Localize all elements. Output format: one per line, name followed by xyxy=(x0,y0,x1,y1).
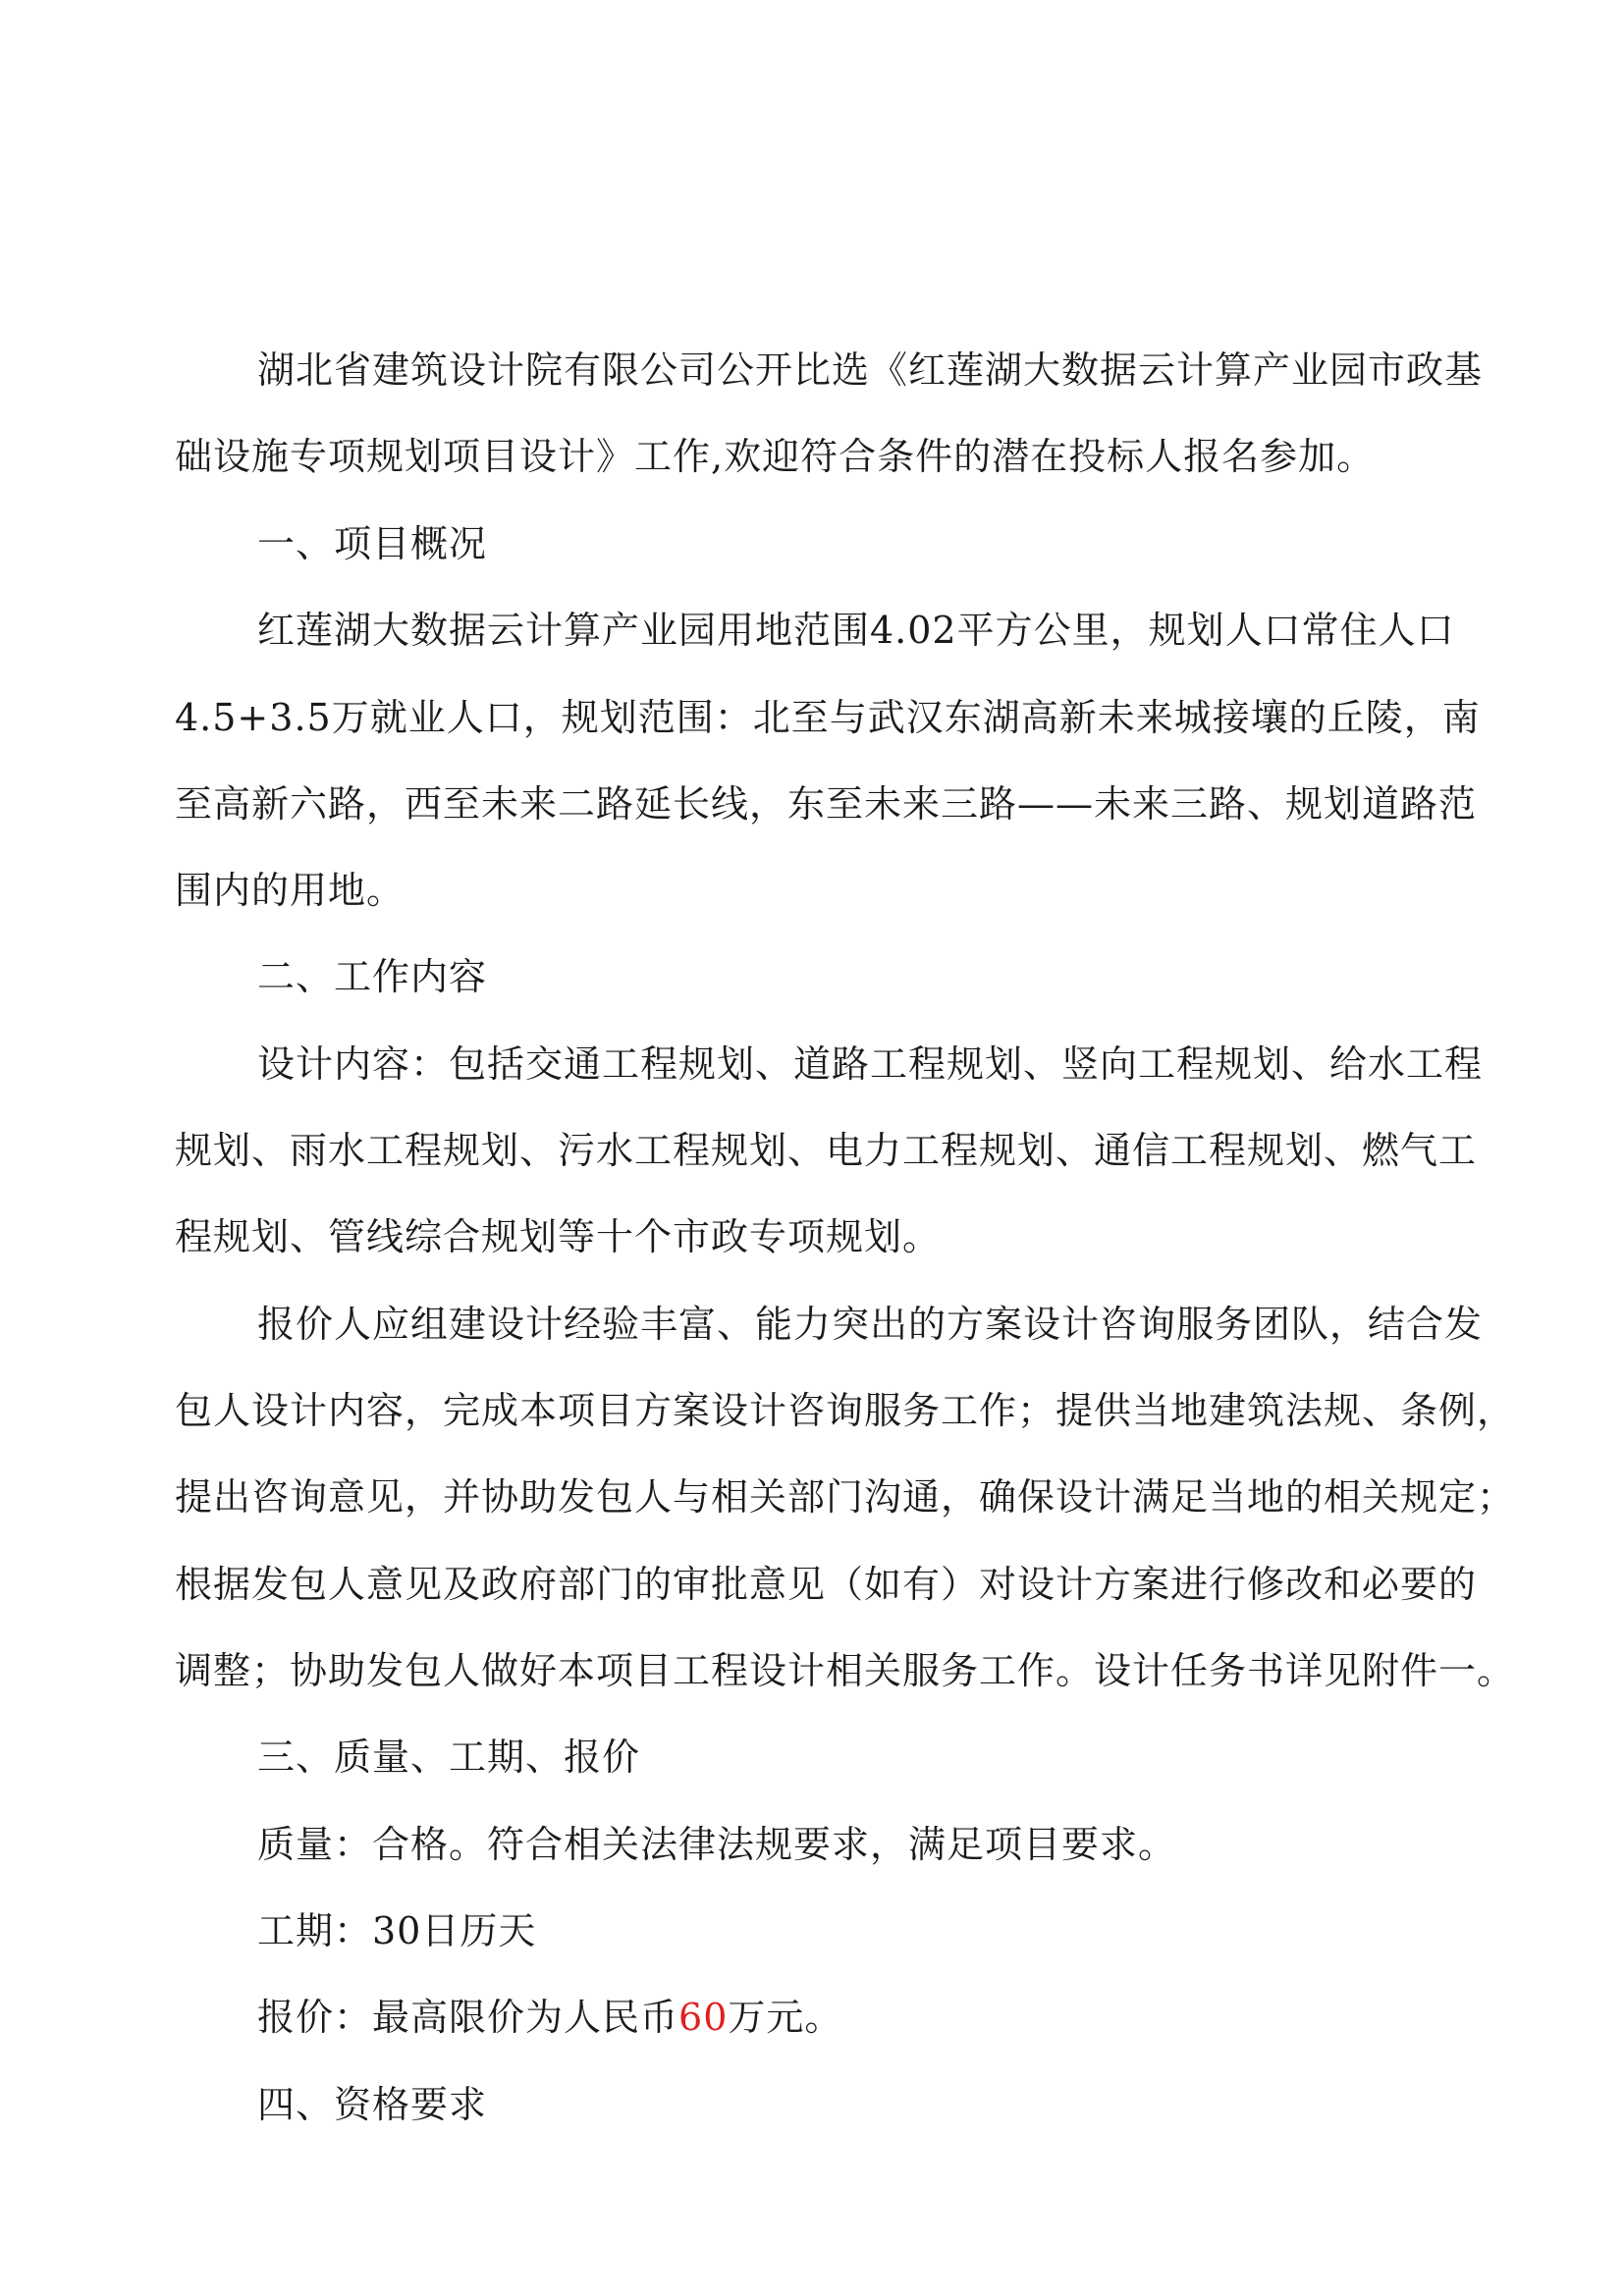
section-2-para-1-line-3: 程规划、管线综合规划等十个市政专项规划。 xyxy=(175,1215,942,1258)
section-2-para-2-line-1: 报价人应组建设计经验丰富、能力突出的方案设计咨询服务团队，结合发 xyxy=(257,1303,1484,1346)
section-1-line-1: 红莲湖大数据云计算产业园用地范围4.02平方公里，规划人口常住人口 xyxy=(257,609,1455,652)
section-1-line-2: 4.5+3.5万就业人口，规划范围：北至与武汉东湖高新未来城接壤的丘陵，南 xyxy=(175,696,1481,739)
price-prefix: 报价：最高限价为人民币 xyxy=(257,1996,679,2039)
section-1-line-3: 至高新六路，西至未来二路延长线，东至未来三路——未来三路、规划道路范 xyxy=(175,782,1478,826)
quality-line: 质量：合格。符合相关法律法规要求，满足项目要求。 xyxy=(257,1823,1177,1866)
section-1-heading: 一、项目概况 xyxy=(257,522,488,565)
section-2-para-2-line-2: 包人设计内容，完成本项目方案设计咨询服务工作；提供当地建筑法规、条例， xyxy=(175,1389,1516,1432)
period-line: 工期：30日历天 xyxy=(257,1909,537,1952)
section-2-para-2-line-5: 调整；协助发包人做好本项目工程设计相关服务工作。设计任务书详见附件一。 xyxy=(175,1649,1516,1692)
section-2-para-1-line-2: 规划、雨水工程规划、污水工程规划、电力工程规划、通信工程规划、燃气工 xyxy=(175,1129,1478,1172)
price-suffix: 万元。 xyxy=(728,1996,843,2039)
section-4-heading: 四、资格要求 xyxy=(257,2083,488,2126)
price-line xyxy=(257,1993,842,2042)
price-value: 60 xyxy=(678,1996,729,2039)
intro-line-2: 础设施专项规划项目设计》工作,欢迎符合条件的潜在投标人报名参加。 xyxy=(175,435,1376,478)
section-2-para-2-line-4: 根据发包人意见及政府部门的审批意见（如有）对设计方案进行修改和必要的 xyxy=(175,1563,1478,1606)
section-2-para-1-line-1: 设计内容：包括交通工程规划、道路工程规划、竖向工程规划、给水工程 xyxy=(257,1042,1484,1086)
section-2-para-2-line-3: 提出咨询意见，并协助发包人与相关部门沟通，确保设计满足当地的相关规定； xyxy=(175,1475,1516,1519)
intro-line-1: 湖北省建筑设计院有限公司公开比选《红莲湖大数据云计算产业园市政基 xyxy=(257,348,1484,392)
section-3-heading: 三、质量、工期、报价 xyxy=(257,1735,641,1779)
section-2-heading: 二、工作内容 xyxy=(257,955,488,998)
section-1-line-4: 围内的用地。 xyxy=(175,869,406,912)
